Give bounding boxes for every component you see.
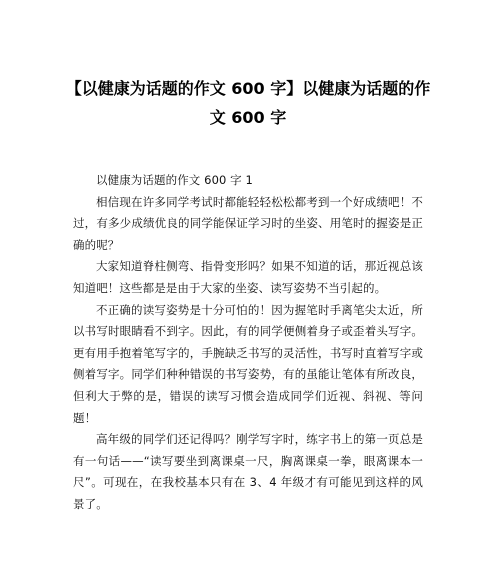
section-subheading: 以健康为话题的作文 600 字 1 [96,173,253,187]
paragraph-4: 高年级的同学们还记得吗？刚学写字时，练字书上的第一页总是有一句话——“读写要坐到离课桌一尺，胸离课桌一拳，眼离课本一尺”。可现在，在我校基本只有在 3、4 年级才有可能见到这样的风景了。 [73,432,423,511]
paragraph-3: 不正确的读写姿势是十分可怕的！因为握笔时手离笔尖太近，所以书写时眼睛看不到字。因此，有的同学便侧着身子或歪着头写字。更有用手抱着笔写字的，手腕缺乏书写的灵活性，书写时直着写字或侧着写字。同学们种种错误的书写姿势，有的虽能让笔体有所改良，但利大于弊的是，错误的读写习惯会造成同学们近视、斜视、等问题！ [73,302,423,425]
paragraph-2: 大家知道脊柱侧弯、指骨变形吗？如果不知道的话，那近视总该知道吧！这些都是是由于大家的坐姿、读写姿势不当引起的。 [73,259,423,295]
paragraph-1: 相信现在许多同学考试时都能轻轻松松都考到一个好成绩吧！不过，有多少成绩优良的同学能保证学习时的坐姿、用笔时的握姿是正确的呢？ [73,194,423,252]
page-title: 【以健康为话题的作文 600 字】以健康为话题的作文 600 字 [65,79,431,127]
article-body [73,170,423,516]
